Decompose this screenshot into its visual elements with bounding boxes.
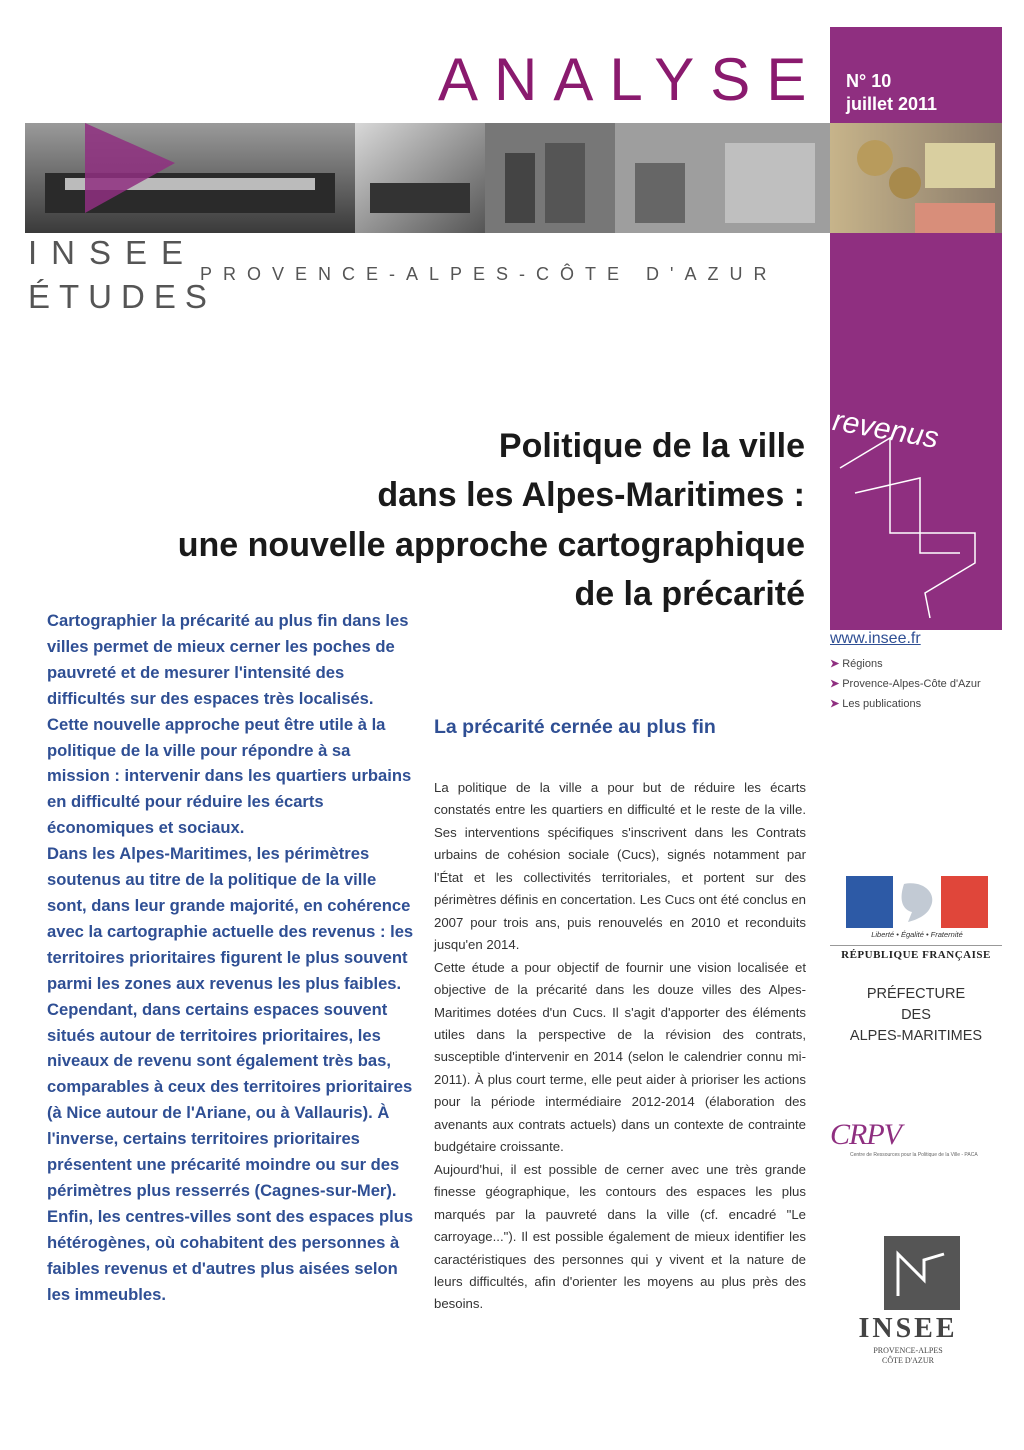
site-link[interactable]: www.insee.fr bbox=[830, 630, 921, 647]
issue-date: juillet 2011 bbox=[846, 93, 938, 114]
crpv-logo: CRPV bbox=[830, 1118, 901, 1151]
insee-logo-mark bbox=[884, 1236, 960, 1310]
arrow-right-icon: ➤ bbox=[830, 658, 840, 670]
logo-etudes: ÉTUDES bbox=[28, 278, 216, 315]
region-name: PROVENCE-ALPES-CÔTE D'AZUR bbox=[200, 264, 778, 284]
issue-info bbox=[846, 70, 937, 115]
arrow-right-icon: ➤ bbox=[830, 678, 840, 690]
link-regions[interactable]: ➤ Régions bbox=[830, 658, 883, 670]
breadcrumb-links bbox=[830, 654, 981, 714]
intro-summary bbox=[47, 608, 417, 1307]
arrow-right-icon: ➤ bbox=[830, 698, 840, 710]
republic-name: RÉPUBLIQUE FRANÇAISE bbox=[830, 945, 1002, 961]
title-line: Politique de la ville bbox=[498, 427, 805, 465]
logo-insee: INSEE bbox=[28, 234, 198, 271]
photo-strip bbox=[25, 123, 1002, 233]
section-heading: La précarité cernée au plus fin bbox=[434, 716, 716, 738]
title-line: une nouvelle approche cartographique bbox=[177, 525, 805, 564]
prefecture-label: PRÉFECTURE DES ALPES-MARITIMES bbox=[849, 986, 983, 1044]
crpv-caption: Centre de Ressources pour la Politique de la Ville - PACA bbox=[850, 1152, 978, 1158]
issue-number: N° 10 bbox=[846, 71, 892, 91]
series-title: ANALYSE bbox=[438, 46, 823, 113]
marianne-logo bbox=[846, 876, 988, 928]
photo-keyboard bbox=[355, 123, 485, 233]
category-label: revenus bbox=[830, 404, 942, 456]
insee-logo-region: PROVENCE-ALPES CÔTE D'AZUR bbox=[873, 1346, 943, 1365]
insee-logo-text: INSEE bbox=[858, 1313, 958, 1344]
document-title bbox=[80, 422, 805, 619]
title-line: de la précarité bbox=[574, 574, 805, 613]
intro-paragraph: Cartographier la précarité au plus fin dans les villes permet de mieux cerner les poches de pauvreté et de mesurer l'intensité des difficultés sur des espaces très localisés. Cette nouvelle approche peut être utile à la politique de la ville pour répondre à sa mission : intervenir dans les quartiers urbains en difficulté pour réduire les écarts économiques et sociaux. bbox=[47, 611, 412, 838]
body-paragraph: Cette étude a pour objectif de fournir une vision localisée et objective de la précarité dans les douze villes des Alpes-Maritimes dotées d'un Cucs. Il s'agit d'apporter des éléments utiles dans la perspective de la révision des contrats, susceptible d'intervenir en 2014 (selon le calendrier connu mi-2011). À plus court terme, elle peut aider à prioriser les actions pour la période intermédiaire 2012-2014 (élaboration des avenants aux contrats actuels) dans un contexte de contrainte budgétaire croissante. bbox=[434, 959, 806, 1155]
title-line: dans les Alpes-Maritimes : bbox=[377, 476, 805, 515]
intro-paragraph: Enfin, les centres-villes sont des espaces plus hétérogènes, où cohabitent des personnes à faibles revenus et d'autres plus aisées selon les immeubles. bbox=[47, 1206, 414, 1304]
body-paragraph: La politique de la ville a pour but de réduire les écarts constatés entre les quartiers en difficulté et le reste de la ville. Ses interventions spécifiques s'inscrivent dans les Contrats urbains de cohésion sociale (Cucs), signés notamment par l'État et les collectivités territoriales, et portent sur des périmètres définis en concertation. Les Cucs ont été conclus en 2007 pour trois ans, puis renouvelés en 2010 et reconduits jusqu'en 2014. bbox=[434, 780, 806, 953]
link-paca[interactable]: ➤ Provence-Alpes-Côte d'Azur bbox=[830, 678, 981, 690]
section-body bbox=[434, 777, 806, 1316]
body-paragraph: Aujourd'hui, il est possible de cerner avec une très grande finesse géographique, les contours des espaces les plus marqués par la pauvreté dans la ville (cf. encadré "Le carroyage..."). Il est possible également de mieux identifier les caractéristiques des personnes qui y vivent et la nature de leurs difficultés, afin d'orienter les moyens au plus près des besoins. bbox=[434, 1161, 806, 1312]
link-publications[interactable]: ➤ Les publications bbox=[830, 698, 922, 710]
republic-motto: Liberté • Égalité • Fraternité bbox=[871, 930, 963, 939]
intro-paragraph: Dans les Alpes-Maritimes, les périmètres soutenus au titre de la politique de la ville sont, dans leur grande majorité, en cohérence avec la cartographie actuelle des revenus : les territoires prioritaires figurent le plus souvent parmi les zones aux revenus les plus faibles. Cependant, dans certains espaces souvent situés autour de territoires prioritaires, les niveaux de revenu sont également très bas, comparables à ceux des territoires prioritaires (à Nice autour de l'Ariane, ou à Vallauris). À l'inverse, certains territoires prioritaires présentent une précarité moindre ou sur des périmètres plus resserrés (Cagnes-sur-Mer). bbox=[47, 844, 414, 1200]
